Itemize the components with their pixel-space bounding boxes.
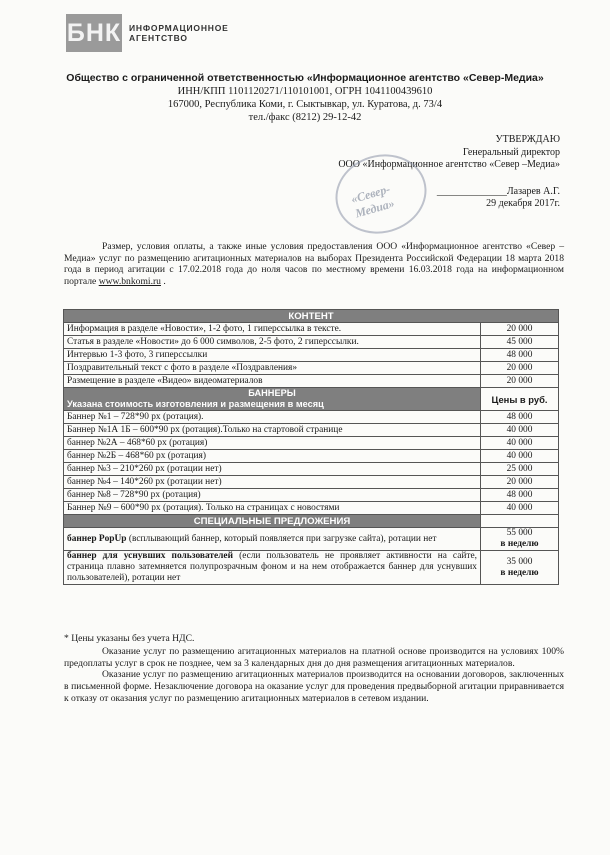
approval-signer: ______________Лазарев А.Г. bbox=[436, 185, 560, 197]
banners-title: БАННЕРЫ bbox=[248, 388, 296, 398]
special-section-header: СПЕЦИАЛЬНЫЕ ПРЕДЛОЖЕНИЯ bbox=[64, 515, 481, 528]
terms-paragraph-2: Оказание услуг по размещению агитационных материалов производится на основании договоров, заключенных в письменной форме. Незаключение договора на оказание услуг для проведения предвыборной агитации приравнивается к отказу от оказания услуг по размещению агитационных материалов в сетевом издании. bbox=[64, 669, 564, 704]
logo-mark: БНК bbox=[66, 14, 122, 52]
banners-section-header bbox=[64, 388, 481, 411]
item-name: Поздравительный текст с фото в разделе «Поздравления» bbox=[64, 362, 481, 375]
banner-name: баннер №2Б – 468*60 px (ротация) bbox=[64, 450, 481, 463]
intro-paragraph: Размер, условия оплаты, а также иные условия предоставления ООО «Информационное агентство «Север – Медиа» услуг по размещению агитационных материалов на выборах Президента Российской Федерации 18 марта 2018 года в период агитации с 17.02.2018 года до ноля часов по местному времени 16.03.2018 года на информационном портале www.bnkomi.ru . bbox=[64, 241, 564, 288]
banner-name: баннер №4 – 140*260 px (ротации нет) bbox=[64, 476, 481, 489]
table-row bbox=[64, 349, 559, 362]
logo-caption bbox=[129, 23, 229, 43]
logo-line-1: ИНФОРМАЦИОННОЕ bbox=[129, 23, 229, 33]
item-price: 45 000 bbox=[481, 336, 559, 349]
table-row bbox=[64, 336, 559, 349]
table-row bbox=[64, 362, 559, 375]
item-price: 20 000 bbox=[481, 323, 559, 336]
logo-line-2: АГЕНТСТВО bbox=[129, 33, 188, 43]
company-address: 167000, Республика Коми, г. Сыктывкар, ул. Куратова, д. 73/4 bbox=[167, 99, 443, 110]
banner-price: 20 000 bbox=[481, 476, 559, 489]
price-table bbox=[63, 309, 559, 585]
item-name: Размещение в разделе «Видео» видеоматериалов bbox=[64, 375, 481, 388]
banner-name: баннер №8 – 728*90 px (ротация) bbox=[64, 489, 481, 502]
banner-name: баннер №2А – 468*60 px (ротация) bbox=[64, 437, 481, 450]
table-row bbox=[64, 502, 559, 515]
table-row bbox=[64, 463, 559, 476]
table-row bbox=[64, 515, 559, 528]
portal-link[interactable]: www.bnkomi.ru bbox=[98, 276, 161, 288]
item-price: 20 000 bbox=[481, 375, 559, 388]
banner-name: Баннер №1 – 728*90 px (ротация). bbox=[64, 411, 481, 424]
table-row bbox=[64, 388, 559, 411]
banner-price: 40 000 bbox=[481, 450, 559, 463]
table-row bbox=[64, 375, 559, 388]
content-section-header: КОНТЕНТ bbox=[64, 310, 559, 323]
approval-date: 29 декабря 2017г. bbox=[486, 198, 560, 209]
company-header bbox=[40, 72, 570, 124]
approval-title: УТВЕРЖДАЮ bbox=[495, 134, 560, 145]
banner-name: баннер №3 – 210*260 px (ротации нет) bbox=[64, 463, 481, 476]
table-row bbox=[64, 437, 559, 450]
banner-price: 40 000 bbox=[481, 424, 559, 437]
item-name: Статья в разделе «Новости» до 6 000 символов, 2-5 фото, 2 гиперссылки. bbox=[64, 336, 481, 349]
approval-position: Генеральный директор bbox=[462, 146, 560, 158]
table-row bbox=[64, 450, 559, 463]
item-price: 20 000 bbox=[481, 362, 559, 375]
table-row bbox=[64, 424, 559, 437]
stamp-text: «Север-Медиа» bbox=[349, 181, 396, 221]
special-offer-title: баннер для уснувших пользователей bbox=[67, 551, 233, 561]
banner-price: 48 000 bbox=[481, 411, 559, 424]
special-offer-description: баннер для уснувших пользователей (если пользователь не проявляет активности на сайте, страница плавно затемняется полупрозрачным фоном и на нем отображается баннер для уснувших пользователей), ротации нет bbox=[64, 551, 481, 585]
banner-price: 40 000 bbox=[481, 502, 559, 515]
table-row bbox=[64, 528, 559, 551]
terms-paragraph-1: Оказание услуг по размещению агитационных материалов на платной основе производится на условиях 100% предоплаты услуг в срок не позднее, чем за 3 календарных дня до дня размещения агитационных материалов. bbox=[64, 646, 564, 669]
company-inn: ИНН/КПП 1101120271/110101001, ОГРН 1041100439610 bbox=[177, 86, 433, 97]
item-name: Интервью 1-3 фото, 3 гиперссылки bbox=[64, 349, 481, 362]
special-offer-description: баннер PopUp (всплывающий баннер, который появляется при загрузке сайта), ротации нет bbox=[64, 528, 481, 551]
banner-price: 40 000 bbox=[481, 437, 559, 450]
item-price: 48 000 bbox=[481, 349, 559, 362]
banner-price: 48 000 bbox=[481, 489, 559, 502]
table-row bbox=[64, 310, 559, 323]
banner-name: Баннер №1А 1Б – 600*90 px (ротация).Только на стартовой странице bbox=[64, 424, 481, 437]
terms-paragraphs bbox=[64, 646, 564, 705]
approval-org: ООО «Информационное агентство «Север –Медиа» bbox=[338, 159, 560, 170]
special-offer-price: 35 000 в неделю bbox=[481, 551, 559, 585]
price-column-header: Цены в руб. bbox=[481, 388, 559, 411]
table-row bbox=[64, 551, 559, 585]
vat-note: * Цены указаны без учета НДС. bbox=[64, 633, 195, 644]
special-offer-period: в неделю bbox=[500, 539, 539, 549]
table-row bbox=[64, 489, 559, 502]
table-row bbox=[64, 323, 559, 336]
item-name: Информация в разделе «Новости», 1-2 фото, 1 гиперссылка в тексте. bbox=[64, 323, 481, 336]
special-offer-title: баннер PopUp bbox=[67, 533, 127, 544]
company-logo bbox=[66, 14, 229, 52]
special-offer-period: в неделю bbox=[500, 567, 539, 578]
banner-name: Баннер №9 – 600*90 px (ротация). Только на страницах с новостями bbox=[64, 502, 481, 515]
table-row bbox=[64, 411, 559, 424]
company-phone: тел./факс (8212) 29-12-42 bbox=[248, 112, 362, 123]
banners-subtitle: Указана стоимость изготовления и размещения в месяц bbox=[67, 399, 324, 409]
banner-price: 25 000 bbox=[481, 463, 559, 476]
table-row bbox=[64, 476, 559, 489]
special-offer-price: 55 000 в неделю bbox=[481, 528, 559, 551]
company-name: Общество с ограниченной ответственностью «Информационное агентство «Север-Медиа» bbox=[66, 72, 544, 84]
